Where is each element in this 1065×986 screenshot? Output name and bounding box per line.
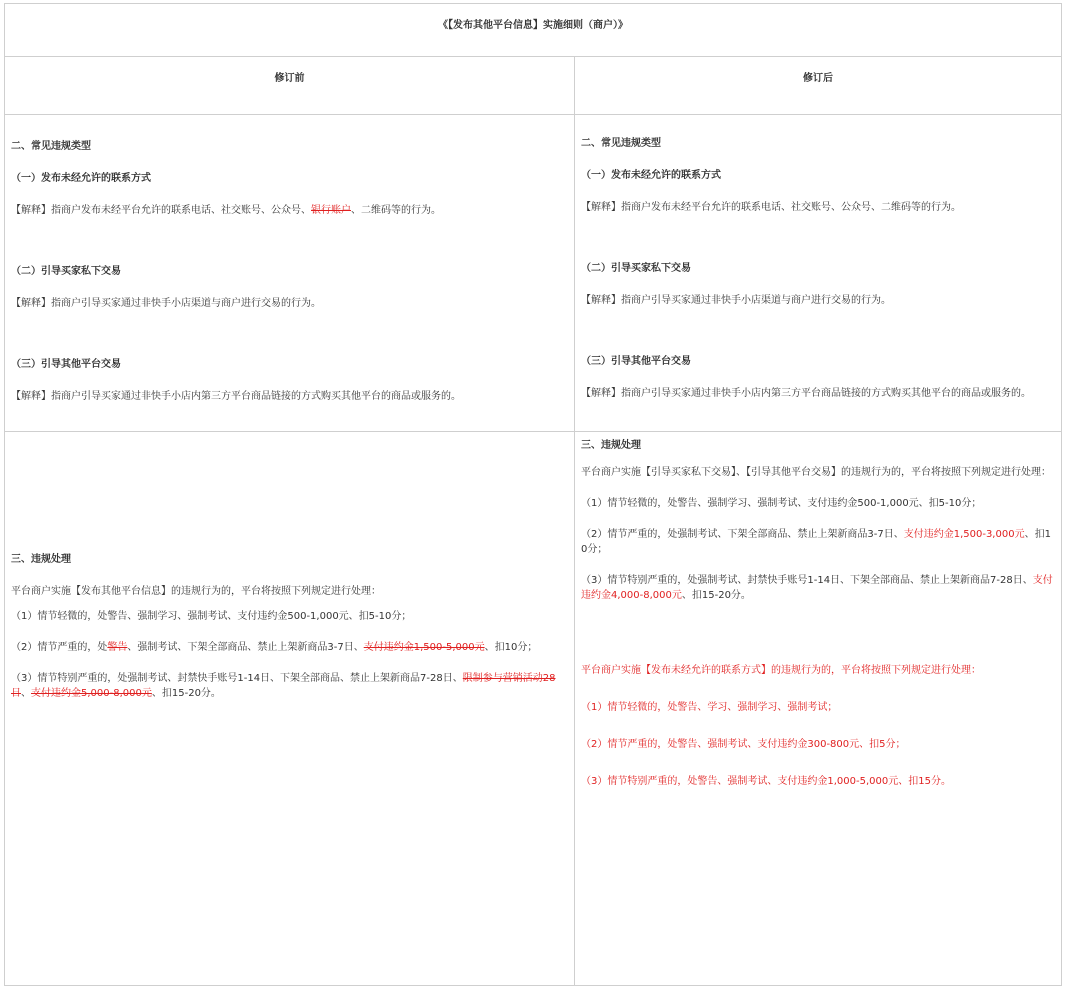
section2-after-cell [575, 115, 1062, 432]
penalty-text-part: （3）情节特别严重的，处强制考试、封禁快手账号1-14日、下架全部商品、禁止上架新商品7-28日、 [581, 575, 1033, 586]
penalty-text-part: 、 [21, 688, 31, 699]
section3-before-cell [5, 432, 575, 986]
penalty-text-part: 、扣15-20分。 [681, 590, 751, 601]
section2-heading-after: 二、常见违规类型 [581, 137, 661, 149]
penalty-text-part: 、扣10分； [581, 529, 1051, 555]
item3-title-before: （三）引导其他平台交易 [11, 358, 121, 370]
item1-explanation-before [11, 203, 568, 218]
penalty-text-part: （2）情节严重的，处 [11, 642, 108, 653]
new-penalty-level3: （3）情节特别严重的，处警告、强制考试、支付违约金1,000-5,000元、扣15分。 [581, 776, 951, 787]
penalty-level2-after [581, 527, 1055, 557]
penalty-intro-after: 平台商户实施【引导买家私下交易】、【引导其他平台交易】的违规行为的，平台将按照下列规定进行处理： [581, 467, 1051, 478]
item1-title-before: （一）发布未经允许的联系方式 [11, 172, 151, 184]
penalty-text-part: （3）情节特别严重的，处强制考试、封禁快手账号1-14日、下架全部商品、禁止上架新商品7-28日、 [11, 673, 463, 684]
section3-heading-after: 三、违规处理 [581, 440, 641, 451]
new-penalty-intro: 平台商户实施【发布未经允许的联系方式】的违规行为的，平台将按照下列规定进行处理： [581, 665, 981, 676]
section3-after-cell [575, 432, 1062, 986]
item2-explanation-before: 【解释】指商户引导买家通过非快手小店渠道与商户进行交易的行为。 [11, 297, 321, 309]
penalty-intro-before: 平台商户实施【发布其他平台信息】的违规行为的，平台将按照下列规定进行处理： [11, 586, 381, 597]
document-title-cell [5, 4, 1062, 57]
document-title: 《【发布其他平台信息】实施细则（商户）》 [438, 19, 628, 31]
item3-explanation-after: 【解释】指商户引导买家通过非快手小店内第三方平台商品链接的方式购买其他平台的商品或服务的。 [581, 387, 1031, 399]
item3-title-after: （三）引导其他平台交易 [581, 355, 691, 367]
revision-comparison-table [4, 3, 1062, 986]
penalty-text-part: 、扣10分； [484, 642, 538, 653]
penalty-text-part: 、强制考试、下架全部商品、禁止上架新商品3-7日、 [127, 642, 364, 653]
section2-before-cell [5, 115, 575, 432]
column-label-before: 修订前 [274, 72, 305, 84]
deleted-text: 银行账户 [311, 204, 351, 216]
penalty-level1-after: （1）情节轻微的，处警告、强制学习、强制考试、支付违约金500-1,000元、扣5-10分； [581, 498, 982, 509]
deleted-text: 警告 [107, 642, 128, 653]
deleted-text: 限制参与营销活动28日 [11, 673, 556, 699]
item2-explanation-after: 【解释】指商户引导买家通过非快手小店渠道与商户进行交易的行为。 [581, 294, 891, 306]
penalty-level3-after [581, 573, 1055, 603]
item1-text-part: 、二维码等的行为。 [351, 204, 441, 216]
penalty-level3-before [11, 671, 568, 701]
column-header-row [5, 57, 1062, 115]
penalty-level2-before [11, 640, 568, 655]
item1-explanation-after: 【解释】指商户发布未经平台允许的联系电话、社交账号、公众号、二维码等的行为。 [581, 201, 961, 213]
penalty-text-part: 、扣15-20分。 [151, 688, 221, 699]
column-label-after: 修订后 [803, 72, 833, 84]
item2-title-after: （二）引导买家私下交易 [581, 262, 691, 274]
section-violation-types-row [5, 115, 1062, 432]
item1-text-part: 【解释】指商户发布未经平台允许的联系电话、社交账号、公众号、 [11, 204, 311, 216]
section3-heading-before: 三、违规处理 [11, 554, 71, 565]
column-header-after [575, 57, 1062, 115]
item2-title-before: （二）引导买家私下交易 [11, 265, 121, 277]
item3-explanation-before: 【解释】指商户引导买家通过非快手小店内第三方平台商品链接的方式购买其他平台的商品或服务的。 [11, 390, 461, 402]
item1-title-after: （一）发布未经允许的联系方式 [581, 169, 721, 181]
added-text: 支付违约金1,500-3,000元 [903, 529, 1025, 540]
deleted-text: 支付违约金5,000-8,000元 [31, 688, 152, 699]
penalty-level1-before: （1）情节轻微的，处警告、强制学习、强制考试、支付违约金500-1,000元、扣5-10分； [11, 611, 412, 622]
new-penalty-level2: （2）情节严重的，处警告、强制考试、支付违约金300-800元、扣5分； [581, 739, 906, 750]
section-penalty-row [5, 432, 1062, 986]
section2-heading-before: 二、常见违规类型 [11, 140, 91, 152]
added-text: 支付违约金4,000-8,000元 [581, 575, 1053, 601]
new-penalty-level1: （1）情节轻微的，处警告、学习、强制学习、强制考试； [581, 702, 838, 713]
column-header-before [5, 57, 575, 115]
penalty-text-part: （2）情节严重的，处强制考试、下架全部商品、禁止上架新商品3-7日、 [581, 529, 904, 540]
title-row [5, 4, 1062, 57]
deleted-text: 支付违约金1,500-5,000元 [363, 642, 485, 653]
